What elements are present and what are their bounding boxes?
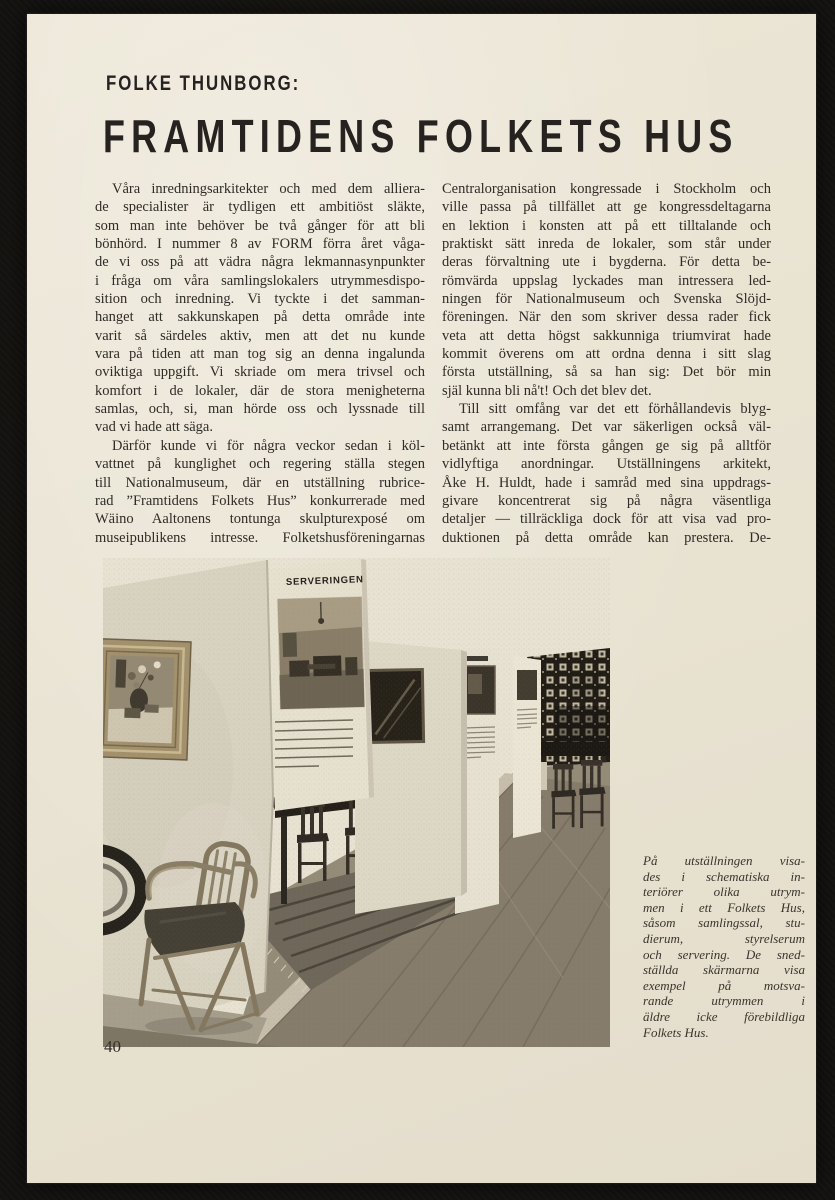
text-line: Därför kunde vi för några veckor sedan i köl- (112, 437, 425, 454)
text-line: samt arrangemang. Det var säkerligen också väl- (442, 419, 771, 436)
text-line: ville passa på tillfället att ge kongressdeltagarna (442, 199, 771, 216)
text-line: På utställningen visa- (643, 853, 805, 868)
text-line: exempel på motsva- (643, 977, 805, 993)
text-line: givare koncentrerat sig på några väsentliga (442, 492, 771, 509)
text-line: en lektion i konsten att på ett tilltalande och (442, 217, 771, 234)
text-line: bönhörd. I nummer 8 av FORM förra året våga- (95, 236, 425, 253)
text-line: oviktiga uppgift. Vi skriade om mera trivsel och (95, 364, 425, 381)
text-line: praktiskt sätt inreda de lokaler, som står under (442, 236, 771, 253)
text-line: varit så särdeles aktiv, men att det nu kunde (95, 327, 425, 344)
text-line: ställda skärmarna visa (643, 962, 805, 978)
text-line: äldre icke förebildliga (643, 1008, 805, 1024)
text-line: själ kunna bli nå't! Och det blev det. (442, 382, 652, 399)
text-line: Till sitt omfång var det ett förhållandevis blyg- (459, 401, 771, 418)
text-line: vad vi hade att säga. (95, 419, 213, 436)
text-line: sition och inredning. Vi tyckte i det samman- (95, 291, 425, 308)
text-line: de vi oss på att vädra några lekmannasynpunkter (95, 254, 425, 271)
text-line: teriörer olika utrym- (643, 884, 805, 900)
page-title: FRAMTIDENS FOLKETS HUS (103, 110, 739, 162)
text-line: römvärda uppslag lyckades man intressera led- (442, 272, 771, 289)
text-line: ningen för Nationalmuseum och Svenska Slöjd- (442, 291, 771, 308)
text-line: föreningen. När den som skriver dessa rader fick (442, 309, 771, 326)
text-line: de specialister är tydligen ett ambitiöst släkte, (95, 199, 425, 216)
text-line: Åke H. Huldt, hade i samråd med sina uppdrags- (442, 474, 771, 491)
text-line: veta att detta högst sakkunniga triumvirat hade (442, 327, 771, 344)
text-line: museipublikens intresse. Folketshusföreningarnas (95, 529, 425, 546)
text-line: betänkt att inte första gången ge sig på alltför (442, 437, 771, 454)
text-line: rad ”Framtidens Folkets Hus” konkurrerade med (95, 492, 425, 509)
text-line: första utställning, så sa han sig: Det bör min (442, 364, 771, 381)
text-line: Våra inredningsarkitekter och med dem alliera- (112, 181, 425, 197)
halftone-grain (103, 558, 610, 1047)
text-line: samlas, och, si, man hörde oss och lyssnade till (95, 401, 425, 418)
text-line: rande utrymmen i (643, 993, 805, 1009)
text-line: hanget att sakkunskapen på detta område inte (95, 309, 425, 326)
text-line: såsom samlingssal, stu- (643, 915, 805, 931)
text-line: duktionen på detta område kan prestera. De- (442, 529, 771, 546)
panel-title-label: SERVERINGEN (285, 574, 364, 588)
text-line: Wäino Aaltonens tontunga skulpturexposé om (95, 511, 425, 528)
text-line: kommit överens om att ordna denna i sitt slag (442, 346, 771, 363)
text-line: men i ett Folkets Hus, (643, 899, 805, 915)
body-column-right (442, 180, 771, 547)
text-line: och servering. De sned- (643, 946, 805, 962)
text-line: i fråga om våra samlingslokalers utrymmesdispo- (95, 272, 425, 289)
body-column-left (95, 180, 425, 547)
photo-caption (643, 853, 805, 1040)
exhibition-photo (103, 558, 610, 1047)
text-line: deras förvaltning ute i bygderna. För detta be- (442, 254, 771, 271)
text-line: vara på tiden att man tog sig an denna ingalunda (95, 346, 425, 363)
text-line: vidlyftiga anordningar. Utställningens arkitekt, (442, 456, 771, 473)
text-line: vattnet på kunglighet och regering ställa stegen (95, 456, 425, 473)
text-line: till Nationalmuseum, där en utställning rubrice- (95, 474, 425, 491)
text-line: des i schematiska in- (643, 868, 805, 884)
page-number: 40 (104, 1037, 121, 1056)
text-line: dierum, styrelserum (643, 930, 805, 946)
text-line: Folkets Hus. (643, 1024, 709, 1040)
text-line: detaljer — tillräckliga dock för att visa vad pro- (442, 511, 771, 528)
author-line: FOLKE THUNBORG: (106, 72, 301, 95)
text-line: komfort i de lokaler, där de stora menigheterna (95, 382, 425, 399)
text-line: Centralorganisation kongressade i Stockholm och (442, 181, 771, 197)
text-line: som man inte behöver be två gånger för att bli (95, 217, 425, 234)
magazine-page (27, 14, 816, 1183)
